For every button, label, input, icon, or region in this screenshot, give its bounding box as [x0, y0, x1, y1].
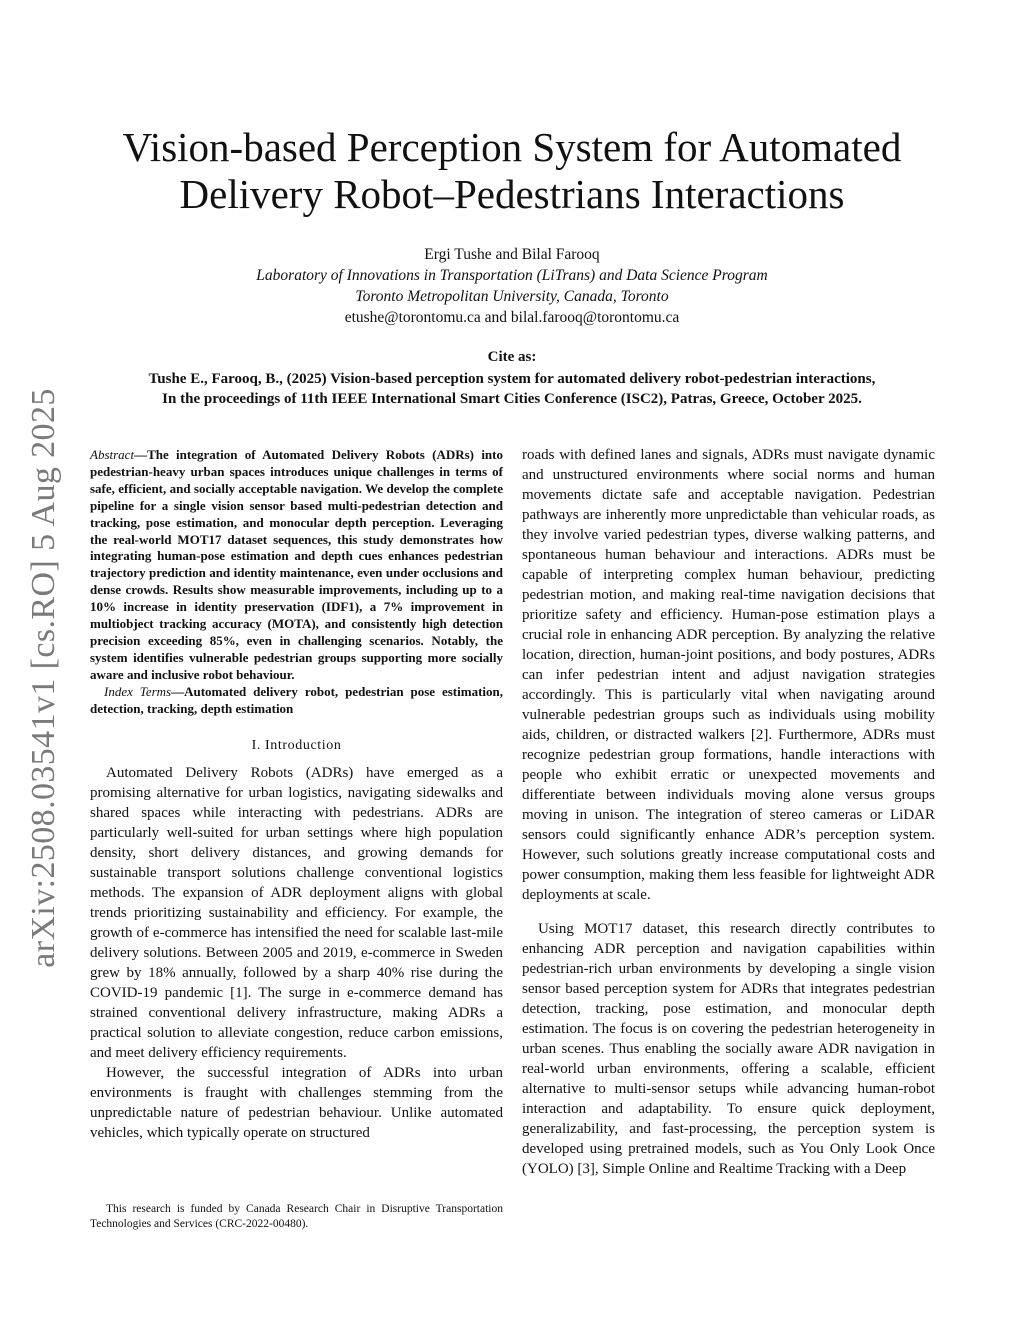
section-heading-introduction: I. Introduction [251, 737, 342, 753]
affiliation-line-2: Toronto Metropolitan University, Canada, Toronto [355, 288, 669, 305]
citation-line-1: Tushe E., Farooq, B., (2025) Vision-based perception system for automated delivery robot-pedestrian interactions, [148, 370, 876, 387]
intro-paragraph-1: Automated Delivery Robots (ADRs) have emerged as a promising alternative for urban logistics, navigating sidewalks and shared spaces while interacting with pedestrians. ADRs are particularly well-suited for urban settings where high population density, short delivery distances, and growing demands for sustainable transport solutions challenge conventional logistics methods. The expansion of ADR deployment aligns with global trends prioritizing sustainability and efficiency. For example, the growth of e-commerce has intensified the need for scalable last-mile delivery solutions. Between 2005 and 2019, e-commerce in Sweden grew by 18% annually, followed by a sharp 40% rise during the COVID-19 pandemic [1]. The surge in e-commerce demand has strained conventional delivery infrastructure, making ADRs a practical solution to alleviate congestion, reduce carbon emissions, and meet delivery efficiency requirements. [90, 764, 503, 1061]
citation-heading: Cite as: [487, 349, 537, 365]
arxiv-identifier-text: arXiv:2508.03541v1 [cs.RO] 5 Aug 2025 [25, 388, 63, 968]
citation-line-2: In the proceedings of 11th IEEE International Smart Cities Conference (ISC2), Patras, Greece, October 2025. [162, 391, 862, 407]
abstract-lead: Abstract [90, 447, 135, 462]
affiliation-line-1: Laboratory of Innovations in Transportation (LiTrans) and Data Science Program [256, 267, 768, 284]
abstract [90, 447, 503, 684]
left-column [90, 447, 503, 1143]
funding-footnote: This research is funded by Canada Research Chair in Disruptive Transportation Technologies and Services (CRC-2022-00480). [90, 1203, 503, 1230]
arxiv-identifier-stamp [14, 376, 74, 980]
citation-block [70, 347, 954, 410]
title-line-2: Delivery Robot–Pedestrians Interactions [179, 171, 845, 217]
author-block [80, 244, 944, 328]
author-emails: etushe@torontomu.ca and bilal.farooq@torontomu.ca [344, 309, 680, 326]
title-line-1: Vision-based Perception System for Automated [122, 124, 902, 170]
paper-title [80, 124, 944, 218]
right-column [522, 445, 935, 1179]
abstract-text: —The integration of Automated Delivery Robots (ADRs) into pedestrian-heavy urban spaces introduces unique challenges in terms of safe, efficient, and socially acceptable navigation. We develop the complete pipeline for a single vision sensor based multi-pedestrian detection and tracking, pose estimation, and monocular depth perception. Leveraging the real-world MOT17 dataset sequences, this study demonstrates how integrating human-pose estimation and depth cues enhances pedestrian trajectory prediction and identity maintenance, even under occlusions and dense crowds. Results show measurable improvements, including up to a 10% increase in identity preservation (IDF1), a 7% improvement in multiobject tracking accuracy (MOTA), and consistently high detection precision exceeding 85%, even in challenging scenarios. Notably, the system identifies vulnerable pedestrian groups supporting more socially aware and inclusive robot behaviour. [90, 447, 503, 682]
author-names: Ergi Tushe and Bilal Farooq [424, 246, 600, 263]
intro-paragraph-2: However, the successful integration of ADRs into urban environments is fraught with challenges stemming from the unpredictable nature of pedestrian behaviour. Unlike automated vehicles, which typically operate on structured [90, 1064, 503, 1141]
index-terms-lead: Index Terms [104, 683, 172, 699]
index-terms [90, 684, 503, 718]
right-paragraph-2: Using MOT17 dataset, this research directly contributes to enhancing ADR perception and navigation capabilities within pedestrian-rich urban environments by developing a single vision sensor based perception system for ADRs that integrates pedestrian detection, tracking, pose estimation, and monocular depth estimation. The focus is on covering the pedestrian heterogeneity in urban scenes. Thus enabling the socially aware ADR navigation in real-world urban environments, offering a scalable, efficient alternative to multi-sensor setups while advancing human-robot interaction and adaptability. To ensure quick deployment, generalizability, and fast-processing, the perception system is developed using pretrained models, such as You Only Look Once (YOLO) [3], Simple Online and Realtime Tracking with a Deep [522, 921, 935, 1177]
right-paragraph-1: roads with defined lanes and signals, ADRs must navigate dynamic and unstructured environments where social norms and human movements dictate safe and acceptable navigation. Pedestrian pathways are inherently more unpredictable than vehicular roads, as they involve varied pedestrian types, diverse walking patterns, and spontaneous human behaviour and interactions. ADRs must be capable of interpreting complex human behaviour, predicting pedestrian motion, and making real-time navigation decisions that prioritize safety and efficiency. Human-pose estimation plays a crucial role in enhancing ADR perception. By analyzing the relative location, direction, human-joint positions, and body postures, ADRs can infer pedestrian intent and adjust navigation strategies accordingly. This is particularly vital when navigating around vulnerable pedestrian groups such as individuals using mobility aids, children, or distracted walkers [2]. Furthermore, ADRs must recognize pedestrian group formations, handle interactions with people who exhibit erratic or unexpected movements and differentiate between individuals moving alone versus groups moving in unison. The integration of stereo cameras or LiDAR sensors could significantly enhance ADR’s perception system. However, such solutions greatly increase computational costs and power consumption, making them less feasible for lightweight ADR deployments at scale. [522, 447, 935, 903]
index-terms-text: —Automated delivery robot, pedestrian pose estimation, detection, tracking, depth estimation [90, 683, 503, 716]
